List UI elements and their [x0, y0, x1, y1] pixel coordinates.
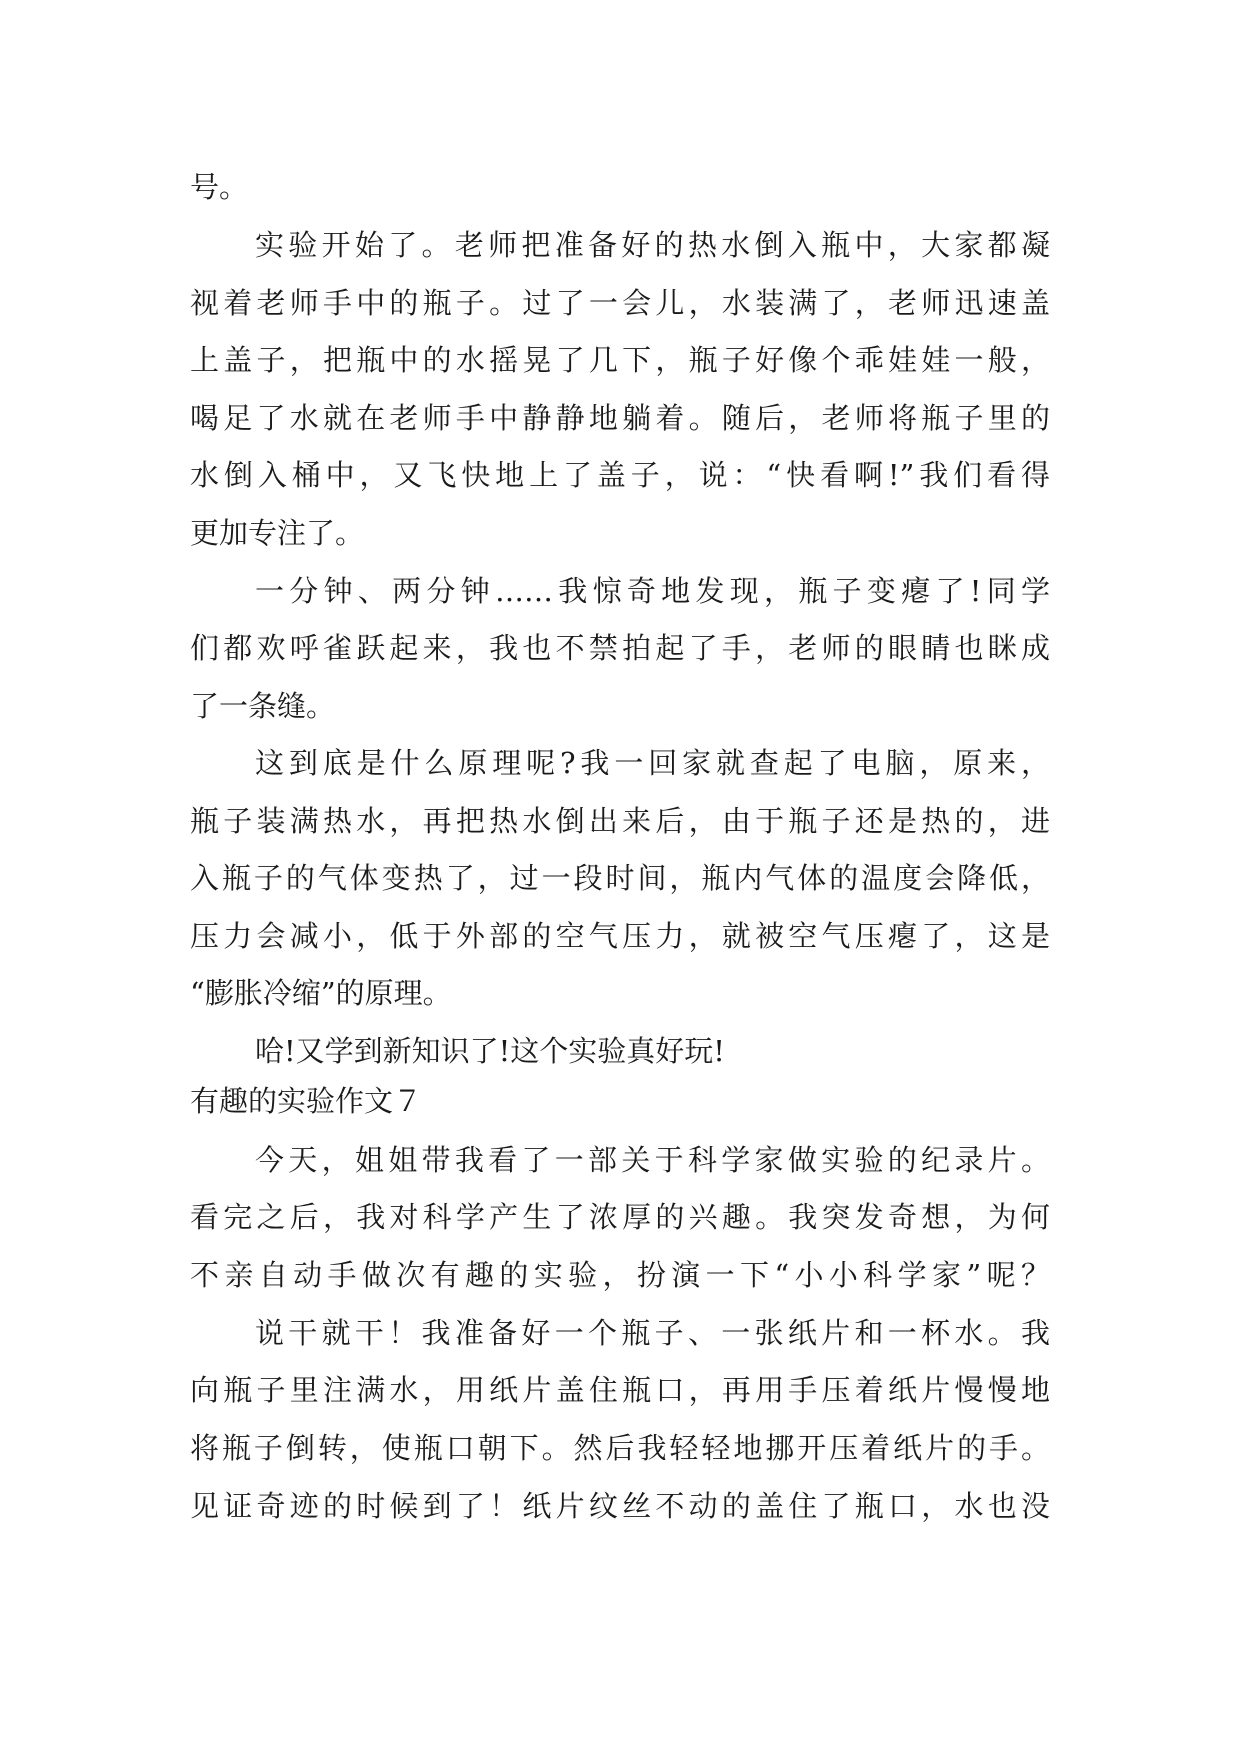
text-line: 不亲自动手做次有趣的实验，扮演一下“小小科学家”呢？: [190, 1258, 1050, 1292]
text-line: 了一条缝。: [190, 689, 336, 723]
text-line: 瓶子装满热水，再把热水倒出来后，由于瓶子还是热的，进: [190, 804, 1050, 838]
text-line: 视着老师手中的瓶子。过了一会儿，水装满了，老师迅速盖: [190, 286, 1050, 320]
paragraph-start-line: 说干就干！我准备好一个瓶子、一张纸片和一杯水。我: [255, 1316, 1050, 1350]
text-line: 喝足了水就在老师手中静静地躺着。随后，老师将瓶子里的: [190, 401, 1050, 435]
paragraph-start-line: 这到底是什么原理呢?我一回家就查起了电脑，原来，: [255, 746, 1050, 780]
paragraph-start-line: 实验开始了。老师把准备好的热水倒入瓶中，大家都凝: [255, 228, 1050, 262]
paragraph-start-line: 一分钟、两分钟……我惊奇地发现，瓶子变瘪了!同学: [255, 574, 1050, 608]
text-line: 们都欢呼雀跃起来，我也不禁拍起了手，老师的眼睛也眯成: [190, 631, 1050, 665]
text-line: 号。: [190, 170, 249, 204]
text-line: 入瓶子的气体变热了，过一段时间，瓶内气体的温度会降低，: [190, 861, 1050, 895]
text-line: 上盖子，把瓶中的水摇晃了几下，瓶子好像个乖娃娃一般，: [190, 343, 1050, 377]
text-line: 水倒入桶中，又飞快地上了盖子，说：“快看啊!”我们看得: [190, 458, 1050, 492]
text-line: 更加专注了。: [190, 516, 365, 550]
text-line: 压力会减小，低于外部的空气压力，就被空气压瘪了，这是: [190, 919, 1050, 953]
section-heading: 有趣的实验作文７: [190, 1084, 423, 1118]
text-line: 见证奇迹的时候到了！纸片纹丝不动的盖住了瓶口，水也没: [190, 1489, 1050, 1523]
paragraph-start-line: 哈!又学到新知识了!这个实验真好玩!: [255, 1034, 725, 1068]
text-line: 看完之后，我对科学产生了浓厚的兴趣。我突发奇想，为何: [190, 1200, 1050, 1234]
text-line: 将瓶子倒转，使瓶口朝下。然后我轻轻地挪开压着纸片的手。: [190, 1431, 1050, 1465]
text-line: 向瓶子里注满水，用纸片盖住瓶口，再用手压着纸片慢慢地: [190, 1373, 1050, 1407]
text-line: “膨胀冷缩”的原理。: [190, 976, 452, 1010]
paragraph-start-line: 今天，姐姐带我看了一部关于科学家做实验的纪录片。: [255, 1143, 1050, 1177]
